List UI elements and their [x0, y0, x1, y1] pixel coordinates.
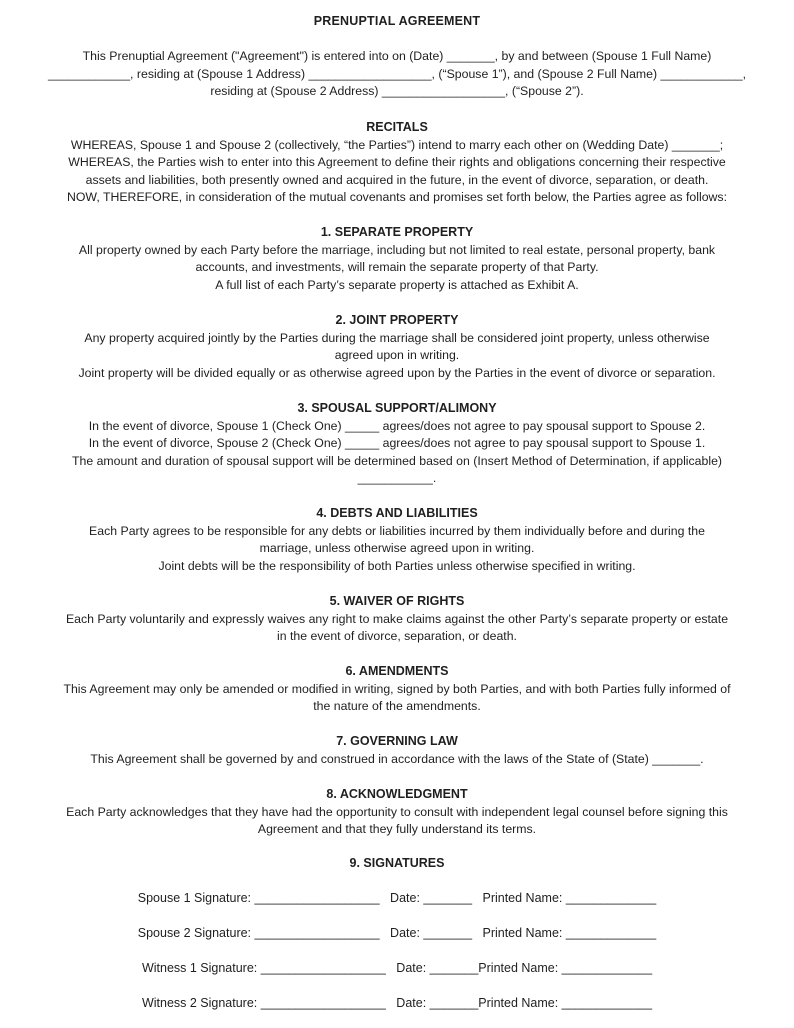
- intro-line: ____________, residing at (Spouse 1 Address) __________________, (“Spouse 1”), and (Spouse 2 Full Name) ____________,: [47, 66, 746, 81]
- acknowledgment-section: [6, 786, 788, 839]
- section-heading: 1. SEPARATE PROPERTY: [320, 225, 474, 239]
- section-line: Joint property will be divided equally or as otherwise agreed upon by the Parties in the event of divorce or separation.: [78, 365, 716, 380]
- intro-paragraph: [6, 48, 788, 101]
- section-line: assets and liabilities, both presently owned and acquired in the future, in the event of divorce, separation, or death.: [85, 172, 709, 187]
- section-line: Each Party voluntarily and expressly waives any right to make claims against the other Party’s separate property or estate: [65, 611, 729, 626]
- section-line: WHEREAS, the Parties wish to enter into this Agreement to define their rights and obligations concerning their respective: [68, 155, 726, 170]
- spousal-support-section: [6, 400, 788, 488]
- section-heading: 2. JOINT PROPERTY: [335, 313, 459, 327]
- section-line: in the event of divorce, separation, or death.: [277, 629, 517, 644]
- amendments-section: [6, 663, 788, 716]
- section-line: This Agreement may only be amended or modified in writing, signed by both Parties, and with both Parties fully informed of: [63, 681, 731, 696]
- signature-row-spouse-2[interactable]: Spouse 2 Signature: __________________ Date: _______ Printed Name: _____________: [137, 926, 657, 940]
- section-heading: 3. SPOUSAL SUPPORT/ALIMONY: [297, 401, 497, 415]
- section-line: the nature of the amendments.: [313, 699, 481, 714]
- waiver-section: [6, 593, 788, 646]
- section-line: Each Party acknowledges that they have had the opportunity to consult with independent legal counsel before signing this: [66, 804, 728, 819]
- section-heading: 9. SIGNATURES: [349, 856, 445, 870]
- section-line: WHEREAS, Spouse 1 and Spouse 2 (collectively, “the Parties”) intend to marry each other on (Wedding Date) _______;: [70, 137, 724, 152]
- separate-property-section: [6, 224, 788, 294]
- section-line: agreed upon in writing.: [334, 348, 460, 363]
- section-heading: 7. GOVERNING LAW: [336, 734, 458, 748]
- signature-row-witness-2[interactable]: Witness 2 Signature: __________________ Date: _______Printed Name: _____________: [141, 996, 653, 1010]
- section-line: marriage, unless otherwise agreed upon in writing.: [259, 541, 535, 556]
- governing-law-section: [6, 733, 788, 768]
- section-line: NOW, THEREFORE, in consideration of the mutual covenants and promises set forth below, the Parties agree as follows:: [66, 190, 727, 205]
- section-line: In the event of divorce, Spouse 1 (Check One) _____ agrees/does not agree to pay spousal support to Spouse 2.: [88, 418, 706, 433]
- recitals-section: [6, 119, 788, 207]
- section-line: Joint debts will be the responsibility of both Parties unless otherwise specified in writing.: [158, 558, 636, 573]
- signature-row-spouse-1[interactable]: Spouse 1 Signature: __________________ Date: _______ Printed Name: _____________: [137, 891, 657, 905]
- joint-property-section: [6, 312, 788, 382]
- document-title: PRENUPTIAL AGREEMENT: [313, 14, 481, 28]
- section-line: In the event of divorce, Spouse 2 (Check One) _____ agrees/does not agree to pay spousal support to Spouse 1.: [88, 436, 706, 451]
- section-heading: RECITALS: [366, 120, 428, 134]
- section-line: All property owned by each Party before the marriage, including but not limited to real estate, personal property, bank: [78, 242, 716, 257]
- section-heading: 5. WAIVER OF RIGHTS: [329, 594, 465, 608]
- section-line: Any property acquired jointly by the Parties during the marriage shall be considered joint property, unless otherwise: [84, 330, 710, 345]
- intro-line: residing at (Spouse 2 Address) __________________, (“Spouse 2”).: [210, 84, 584, 99]
- section-line: Agreement and that they fully understand its terms.: [257, 822, 537, 837]
- debts-section: [6, 505, 788, 575]
- signatures-section: [6, 855, 788, 873]
- intro-line: This Prenuptial Agreement ("Agreement") is entered into on (Date) _______, by and between (Spouse 1 Full Name): [82, 49, 712, 63]
- section-heading: 4. DEBTS AND LIABILITIES: [316, 506, 478, 520]
- section-line: ___________.: [357, 471, 437, 486]
- section-heading: 6. AMENDMENTS: [345, 664, 449, 678]
- section-line: Each Party agrees to be responsible for any debts or liabilities incurred by them individually before and during the: [89, 523, 705, 538]
- section-heading: 8. ACKNOWLEDGMENT: [326, 787, 468, 801]
- section-line: This Agreement shall be governed by and construed in accordance with the laws of the State of (State) _______.: [90, 751, 704, 766]
- section-line: The amount and duration of spousal support will be determined based on (Insert Method of Determination, if applicable): [71, 453, 723, 468]
- section-line: accounts, and investments, will remain the separate property of that Party.: [195, 260, 599, 275]
- signature-row-witness-1[interactable]: Witness 1 Signature: __________________ Date: _______Printed Name: _____________: [141, 961, 653, 975]
- section-line: A full list of each Party’s separate property is attached as Exhibit A.: [215, 277, 579, 292]
